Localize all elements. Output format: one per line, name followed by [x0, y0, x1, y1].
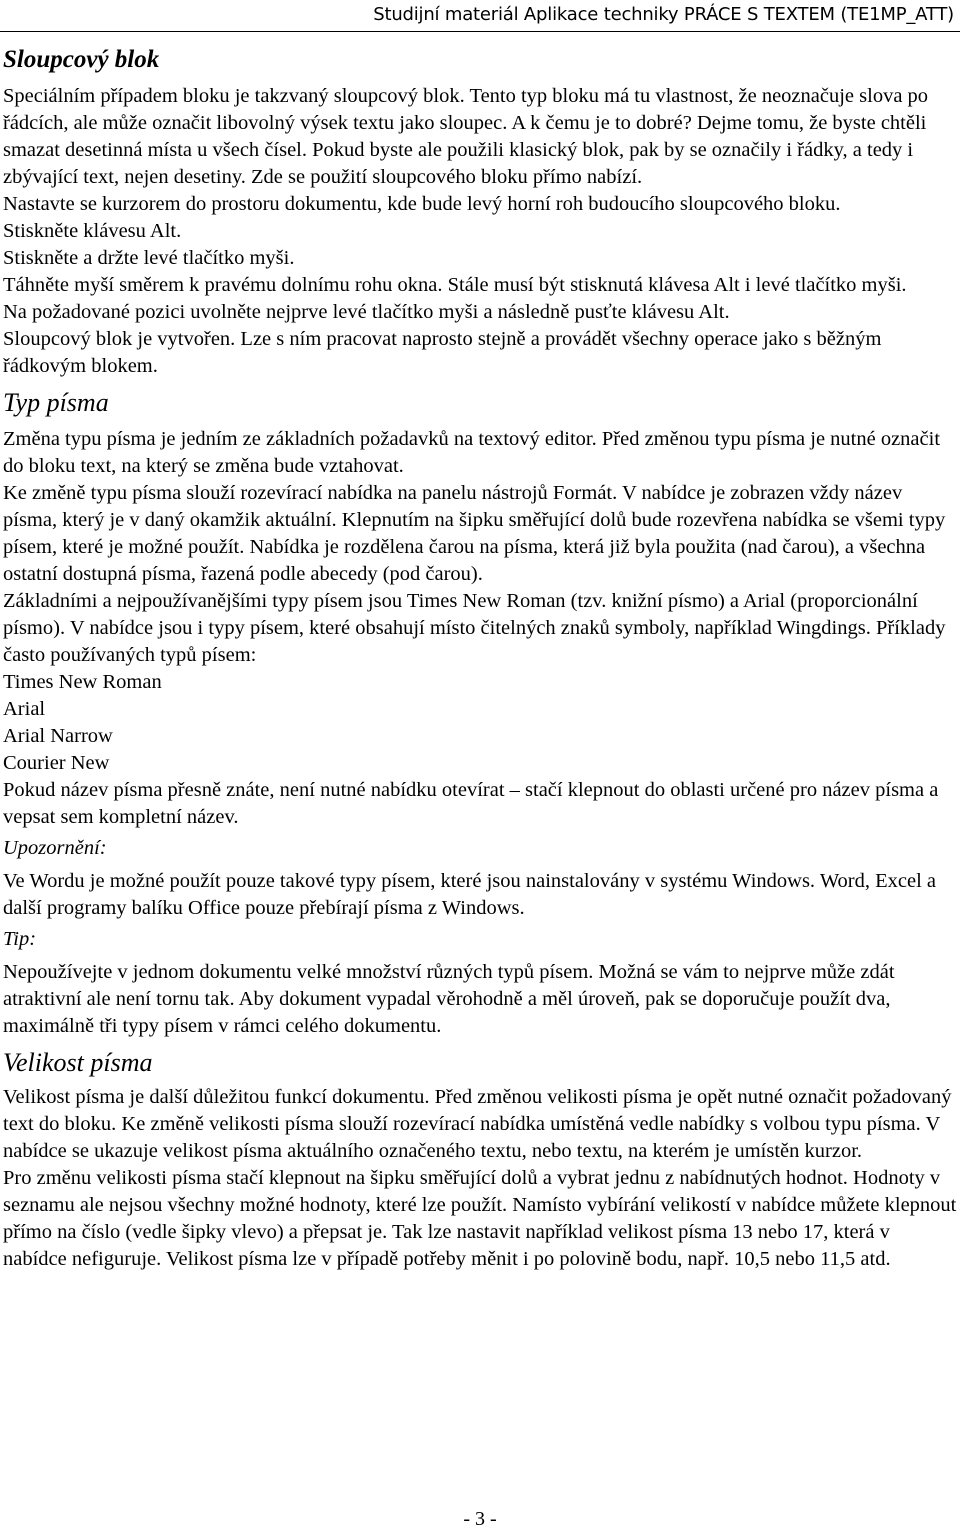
document-body — [3, 43, 958, 1273]
paragraph: Speciálním případem bloku je takzvaný sloupcový blok. Tento typ bloku má tu vlastnost, že neoznačuje slova po řádcích, ale může označit libovolný výsek textu jako sloupec. A k čemu je to dobré? Dejme tomu, že byste chtěli smazat desetinná místa u všech čísel. Pokud byste ale použili klasický blok, pak by se označily i řádky, a tedy i zbývající text, nejen desetiny. Zde se použití sloupcového bloku přímo nabízí. — [3, 85, 929, 188]
warning-label: Upozornění: — [3, 837, 107, 859]
paragraph: Základními a nejpoužívanějšími typy písem jsou Times New Roman (tzv. knižní písmo) a Arial (proporcionální písmo). V nabídce jsou i typy písem, které obsahují místo čitelných znaků symboly, například Wingdings. Příklady často používaných typů písem: — [3, 590, 946, 666]
font-example-item: Arial — [3, 698, 46, 720]
paragraph: Velikost písma je další důležitou funkcí dokumentu. Před změnou velikosti písma je opět nutné označit požadovaný text do bloku. Ke změně velikosti písma slouží rozevírací nabídka umístěná vedle nabídky s volbou typu písma. V nabídce se ukazuje velikost písma aktuálního označeného textu, nebo textu, na kterém je umístěn kurzor. — [3, 1086, 952, 1162]
warning-text: Ve Wordu je možné použít pouze takové typy písem, které jsou nainstalovány v systému Windows. Word, Excel a další programy balíku Office pouze přebírají písma z Windows. — [3, 870, 936, 919]
section-heading-column-block: Sloupcový blok — [3, 46, 160, 73]
page-number: - 3 - — [463, 1508, 497, 1530]
paragraph: Nastavte se kurzorem do prostoru dokumentu, kde bude levý horní roh budoucího sloupcového bloku. — [3, 193, 841, 215]
tip-text: Nepoužívejte v jednom dokumentu velké množství různých typů písem. Možná se vám to nejprve může zdát atraktivní ale není tornu tak. Aby dokument vypadal věrohodně a měl úroveň, pak se doporučuje použít dva, maximálně tři typy písem v rámci celého dokumentu. — [3, 961, 895, 1037]
paragraph: Stiskněte a držte levé tlačítko myši. — [3, 247, 295, 269]
tip-label: Tip: — [3, 928, 37, 950]
paragraph: Ke změně typu písma slouží rozevírací nabídka na panelu nástrojů Formát. V nabídce je zobrazen vždy název písma, který je v daný okamžik aktuální. Klepnutím na šipku směřující dolů bude rozevřena nabídka se všemi typy písem, které je možné použít. Nabídka je rozdělena čarou na písma, která již byla použita (nad čarou), a všechna ostatní dostupná písma, řazená podle abecedy (pod čarou). — [3, 482, 946, 585]
paragraph: Na požadované pozici uvolněte nejprve levé tlačítko myši a následně pusťte klávesu Alt. — [3, 301, 730, 323]
paragraph: Táhněte myší směrem k pravému dolnímu rohu okna. Stále musí být stisknutá klávesa Alt i levé tlačítko myši. — [3, 274, 907, 296]
paragraph: Pro změnu velikosti písma stačí klepnout na šipku směřující dolů a vybrat jednu z nabídnutých hodnot. Hodnoty v seznamu ale nejsou všechny možné hodnoty, které lze použít. Namísto vybírání velikostí v nabídce můžete klepnout přímo na číslo (vedle šipky vlevo) a přepsat je. Tak lze nastavit například velikost písma 13 nebo 17, která v nabídce nefiguruje. Velikost písma lze v případě potřeby měnit i po polovině bodu, např. 10,5 nebo 11,5 atd. — [3, 1167, 957, 1270]
paragraph: Sloupcový blok je vytvořen. Lze s ním pracovat naprosto stejně a provádět všechny operace jako s běžným řádkovým blokem. — [3, 328, 882, 377]
font-example-item: Courier New — [3, 752, 110, 774]
paragraph: Změna typu písma je jedním ze základních požadavků na textový editor. Před změnou typu písma je nutné označit do bloku text, na který se změna bude vztahovat. — [3, 428, 941, 477]
font-example-item: Times New Roman — [3, 671, 162, 693]
header-divider — [0, 31, 960, 32]
section-heading-font-type: Typ písma — [3, 388, 109, 417]
font-example-item: Arial Narrow — [3, 725, 113, 747]
paragraph: Pokud název písma přesně znáte, není nutné nabídku otevírat – stačí klepnout do oblasti určené pro název písma a vepsat sem kompletní název. — [3, 779, 939, 828]
section-heading-font-size: Velikost písma — [3, 1048, 153, 1077]
page-header: Studijní materiál Aplikace techniky PRÁCE S TEXTEM (TE1MP_ATT) — [373, 4, 954, 25]
paragraph: Stiskněte klávesu Alt. — [3, 220, 182, 242]
